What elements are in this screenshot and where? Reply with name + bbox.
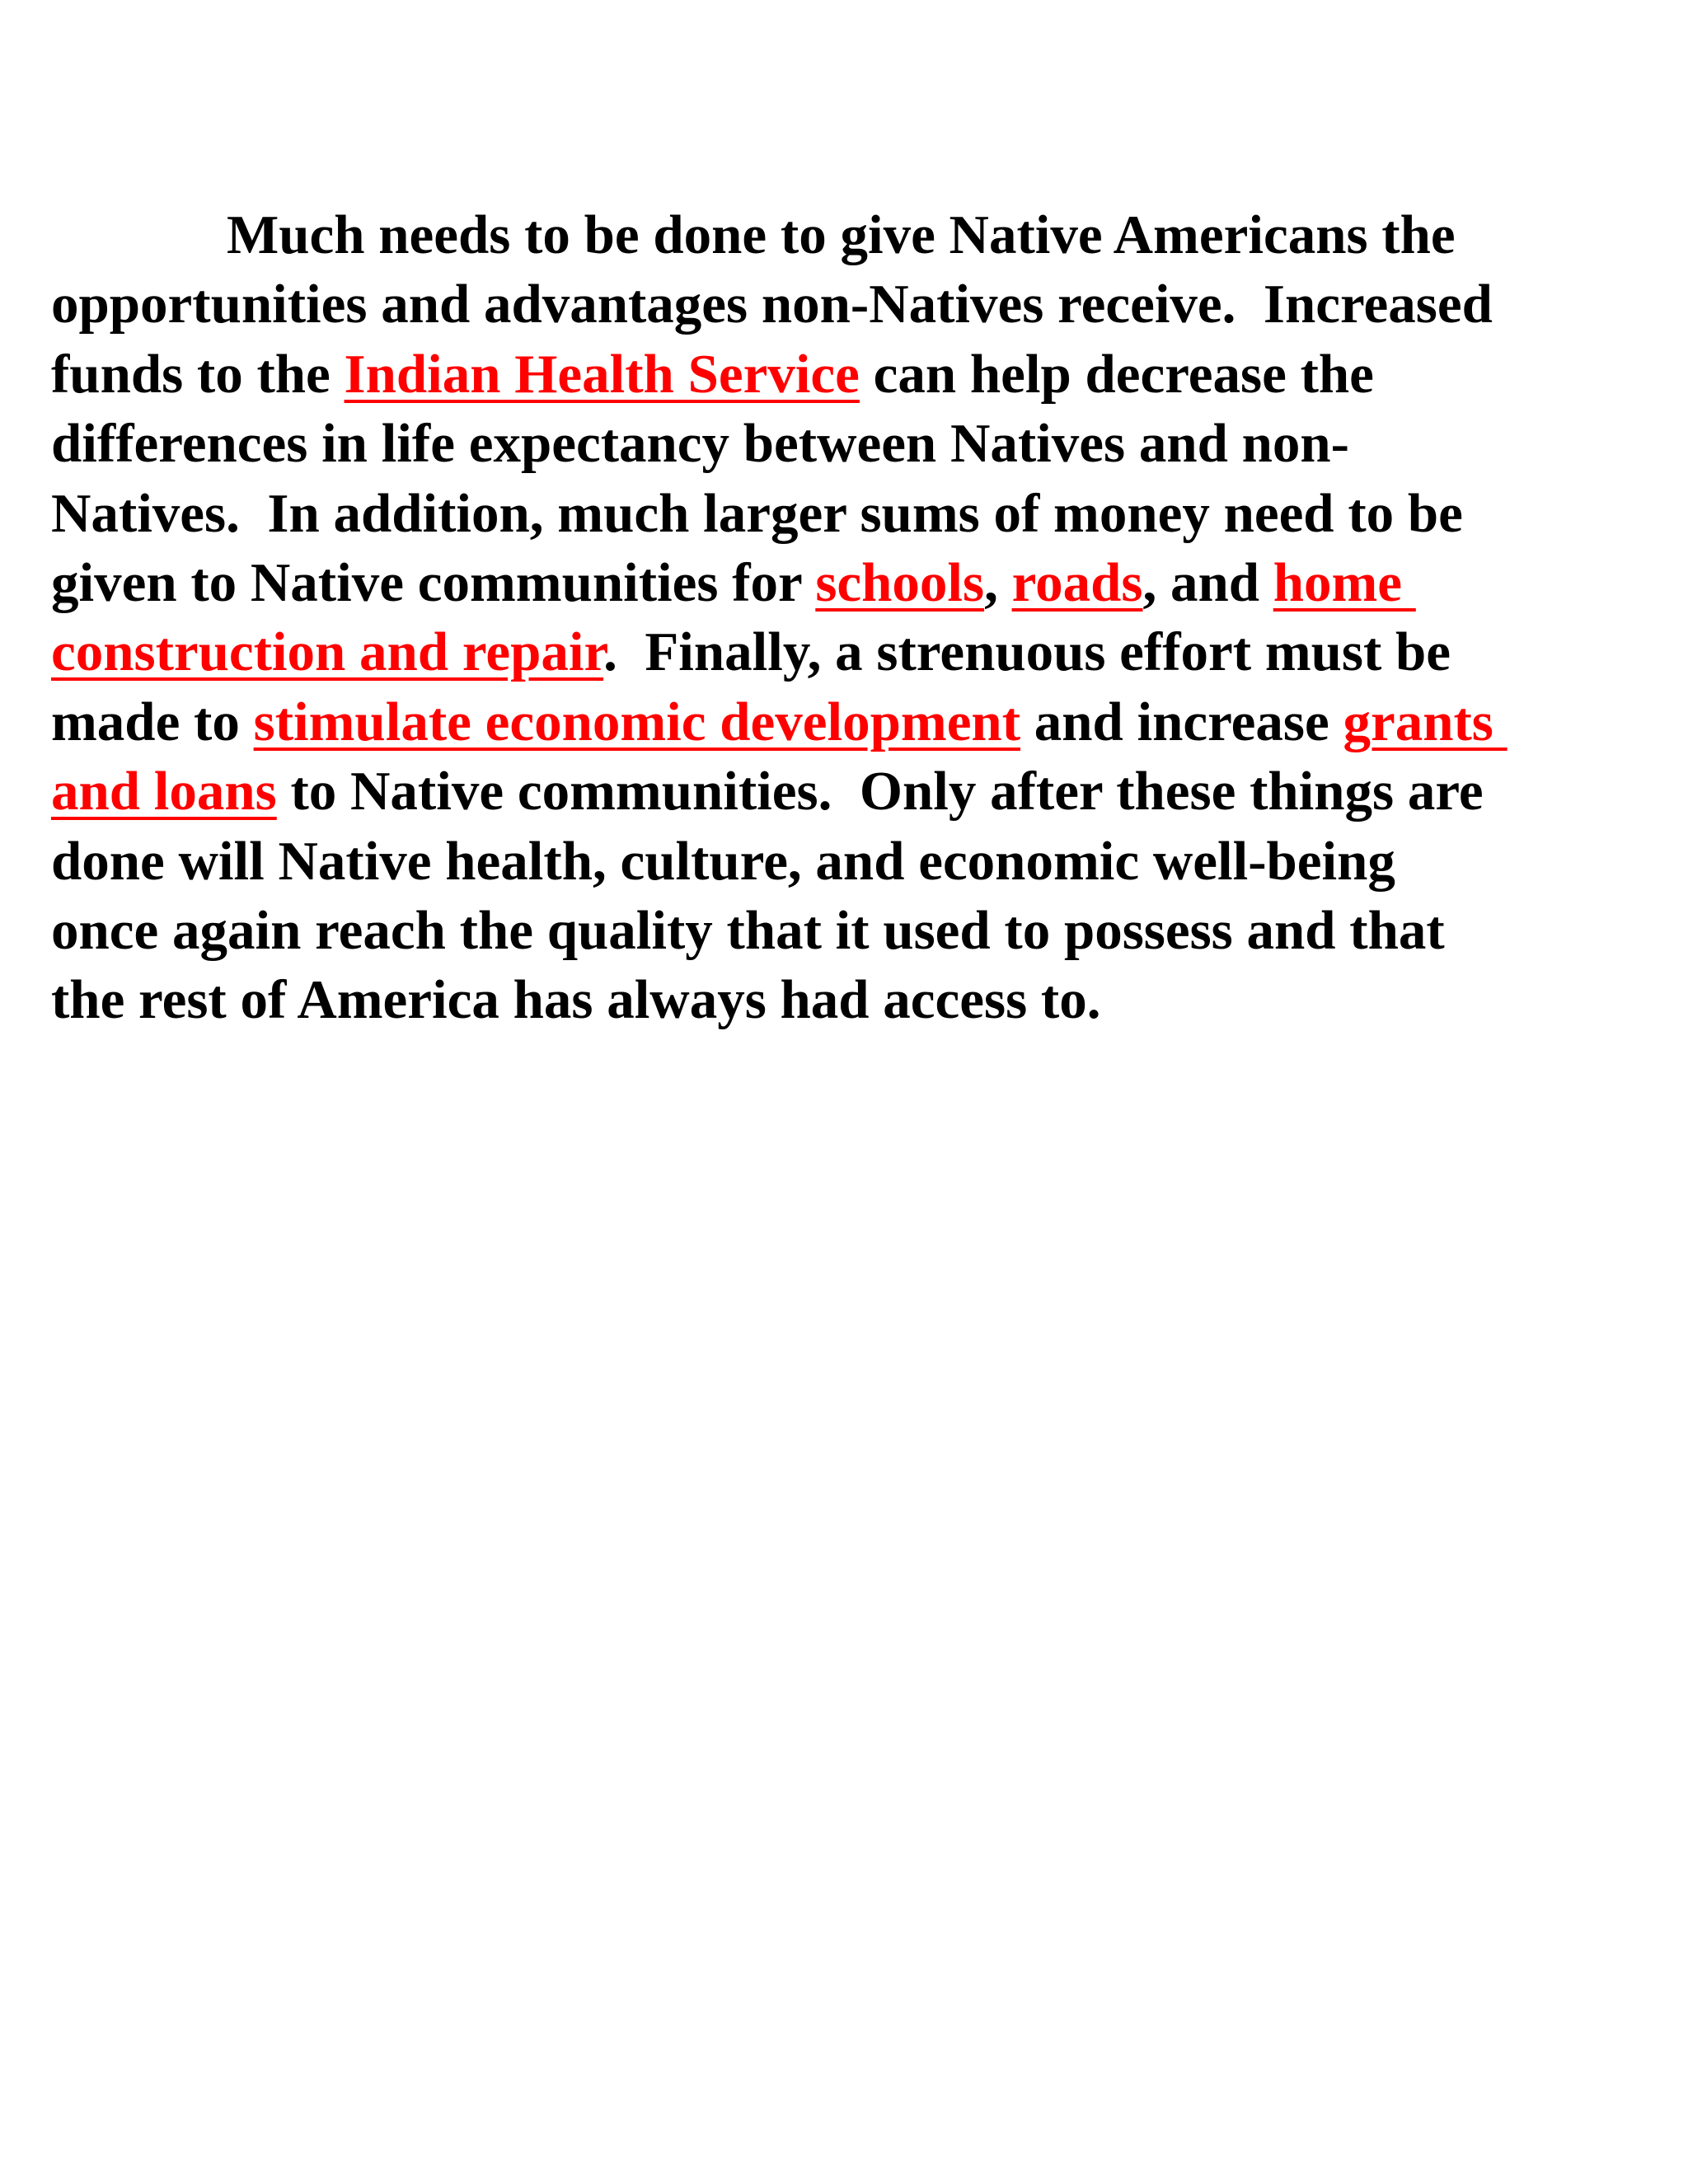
text-line (51, 200, 1667, 269)
text-line (51, 965, 1667, 1034)
hyperlink[interactable]: construction and repair (51, 621, 604, 683)
text-segment: . Finally, a strenuous effort must be (603, 621, 1451, 683)
text-line (51, 479, 1667, 548)
text-line (51, 757, 1667, 826)
text-segment: can help decrease the (859, 343, 1374, 405)
hyperlink[interactable]: home (1273, 552, 1416, 614)
text-segment: and increase (1020, 691, 1343, 752)
text-segment: to Native communities. Only after these things are (276, 761, 1484, 823)
text-segment: , and (1142, 552, 1273, 614)
text-segment: Much needs to be done to give Native Americans the (227, 204, 1456, 265)
text-line (51, 827, 1667, 896)
text-segment: the rest of America has always had access to. (51, 969, 1101, 1031)
text-segment: differences in life expectancy between Natives and non- (51, 413, 1349, 475)
text-segment: funds to the (51, 343, 345, 405)
hyperlink[interactable]: roads (1011, 552, 1143, 614)
text-segment: done will Native health, culture, and economic well-being (51, 830, 1395, 892)
text-line (51, 896, 1667, 965)
text-segment: given to Native communities for (51, 552, 816, 614)
text-line (51, 548, 1667, 617)
hyperlink[interactable]: schools (815, 552, 985, 614)
text-line (51, 340, 1667, 409)
text-line (51, 269, 1667, 339)
text-line (51, 687, 1667, 757)
hyperlink[interactable]: grants (1343, 691, 1507, 752)
text-segment: Natives. In addition, much larger sums of money need to be (51, 482, 1463, 544)
text-segment: once again reach the quality that it used to possess and that (51, 900, 1445, 962)
hyperlink[interactable]: stimulate economic development (253, 691, 1021, 752)
body-paragraph (51, 200, 1667, 1035)
text-segment: opportunities and advantages non-Natives receive. Increased (51, 274, 1493, 335)
text-line (51, 409, 1667, 478)
hyperlink[interactable]: and loans (51, 761, 277, 823)
text-segment: , (984, 552, 1012, 614)
text-segment: made to (51, 691, 254, 752)
text-line (51, 617, 1667, 687)
hyperlink[interactable]: Indian Health Service (344, 343, 860, 405)
